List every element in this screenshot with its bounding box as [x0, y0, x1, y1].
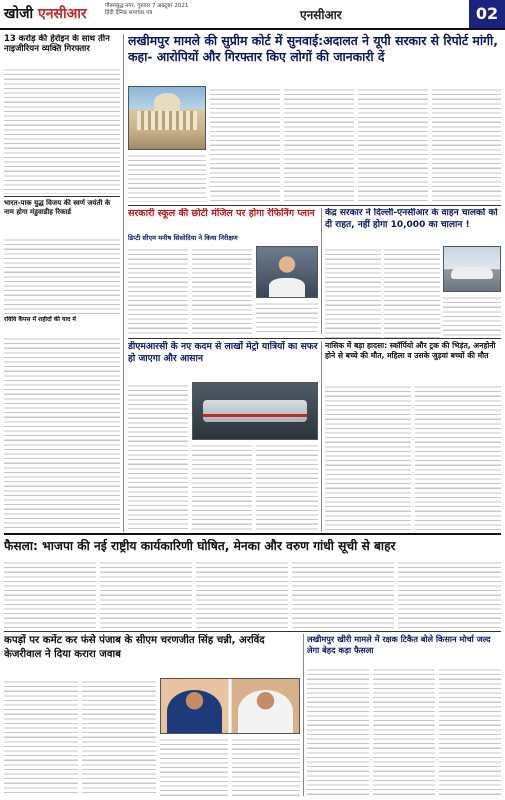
left-story-2-body	[4, 236, 120, 314]
left-story-2-text-continued	[4, 335, 120, 531]
left-story-2-text	[4, 236, 120, 314]
lakhimpur-tikait-headline: लखीमपुर खीरी मामले में रक्षक टिकैत बोले किसान मोर्चा जल्द लेगा बेहद कड़ा फैसला	[307, 634, 491, 655]
left-story-1-body	[4, 66, 120, 194]
punjab-headline-box	[4, 634, 300, 676]
divider	[4, 631, 501, 632]
ncr-col-3	[443, 294, 501, 338]
left-story-2-headline: भारत-पाक युद्ध विजय की स्वर्ण जयंती के नाम होगा मंडुवाडीह रिकार्ड	[4, 199, 111, 216]
divider	[128, 338, 501, 339]
bjp-headline: फैसला: भाजपा की नई राष्ट्रीय कार्यकारिणी घोषित, मेनका और वरुण गांधी सूची से बाहर	[4, 539, 396, 553]
lead-headline-box	[128, 33, 501, 83]
metro-headline-box	[128, 341, 318, 379]
nasik-headline: नासिक में बड़ा हादसा: स्कॉर्पियो और ट्रक की भिड़ंत, अनहोनी होने से बच्चे की मौत, महिला व उसके जुड़वां बच्चों की मौत	[325, 341, 496, 360]
school-subhead: डिप्टी सीएम मनीष सिसोदिया ने किया निरीक्षण	[128, 234, 238, 242]
lead-col-4	[358, 86, 428, 202]
metro-headline: डीएमआरसी के नए कदम से लाखों मेट्रो यात्रियों का सफर हो जाएगा और आसान	[128, 341, 318, 364]
metro-train-photo	[192, 382, 318, 440]
ncr-headline-box	[325, 208, 501, 244]
nasik-col-1	[325, 383, 411, 531]
punjab-headline: कपड़ों पर कमेंट कर फंसे पंजाब के सीएम चरणजीत सिंह चन्नी, अरविंद केजरीवाल ने दिया करारा जवाब	[4, 635, 265, 660]
politicians-photo	[160, 678, 300, 734]
metro-col-1	[128, 382, 188, 530]
newspaper-logo	[4, 4, 87, 23]
nasik-col-2	[415, 383, 501, 531]
column-divider	[123, 34, 124, 532]
tikait-col-1	[307, 666, 369, 796]
ncr-col-1	[325, 246, 381, 338]
issue-date: गौतमबुद्ध नगर, गुरुवार 7 अक्टूबर 2021	[105, 3, 189, 9]
column-divider	[303, 634, 304, 796]
lead-headline: लखीमपुर मामले की सुप्रीम कोर्ट में सुनवाई:अदालत ने यूपी सरकार से रिपोर्ट मांगी, कहा- आरोपियों और गिरफ्तार किए लोगों की जानकारी दें	[128, 33, 498, 64]
left-story-2-body-continued	[4, 335, 120, 531]
column-divider	[321, 208, 322, 334]
brand-main: खोजी	[4, 6, 34, 22]
punjab-col-2	[82, 678, 156, 796]
page-number: 02	[469, 0, 505, 28]
metro-col-3	[256, 442, 318, 530]
school-headline: सरकारी स्कूल की छोटी मंजिल पर होगा रेफिनिंग प्लान	[128, 208, 315, 219]
nasik-headline-box	[325, 341, 501, 381]
left-story-1-headline-box	[4, 34, 120, 64]
school-col-3	[256, 300, 318, 334]
masthead	[0, 0, 505, 30]
lakhimpur-tikait-headline-box	[307, 634, 501, 664]
lead-col-1	[128, 152, 206, 202]
school-headline-box	[128, 208, 318, 234]
school-subhead-box	[128, 234, 318, 244]
divider	[4, 533, 501, 535]
lead-col-2	[210, 86, 280, 202]
bjp-headline-box	[4, 537, 501, 557]
lead-col-5	[432, 86, 501, 202]
left-story-1-text	[4, 66, 120, 194]
supreme-court-photo	[128, 86, 206, 150]
divider	[128, 205, 501, 206]
vehicle-photo	[443, 246, 501, 292]
tikait-col-2	[373, 666, 435, 796]
ncr-headline: केंद्र सरकार ने दिल्ली-एनसीआर के वाहन चालकों को दी राहत, नहीं होगा 10,000 का चालान !	[325, 208, 498, 230]
section-label: एनसीआर	[300, 8, 342, 22]
school-col-2	[192, 246, 252, 334]
bjp-col-5	[398, 559, 501, 629]
column-divider	[321, 341, 322, 531]
divider	[4, 196, 120, 197]
left-story-2-subhead: रविवि कैंपस में शहीदों की याद में	[4, 316, 76, 323]
bjp-col-3	[196, 559, 288, 629]
metro-col-2	[192, 442, 252, 530]
deputy-cm-photo	[256, 246, 318, 298]
issue-meta	[105, 3, 245, 17]
left-story-2-subhead-box	[4, 316, 120, 334]
punjab-col-1	[4, 678, 78, 796]
punjab-col-3	[160, 736, 228, 796]
ncr-col-2	[384, 246, 440, 338]
lead-col-3	[284, 86, 354, 202]
left-story-2-headline-box	[4, 199, 120, 235]
bjp-col-4	[292, 559, 394, 629]
bjp-col-1	[4, 559, 96, 629]
school-col-1	[128, 246, 188, 334]
bjp-col-2	[100, 559, 192, 629]
punjab-col-4	[232, 736, 300, 796]
tikait-col-3	[439, 666, 501, 796]
left-story-1-headline: 13 करोड़ की हेरोइन के साथ तीन नाइजीरियन व्यक्ति गिरफ्तार	[4, 34, 110, 54]
issue-tagline: हिंदी दैनिक समाचार पत्र	[105, 10, 153, 16]
brand-accent: एनसीआर	[33, 6, 87, 22]
